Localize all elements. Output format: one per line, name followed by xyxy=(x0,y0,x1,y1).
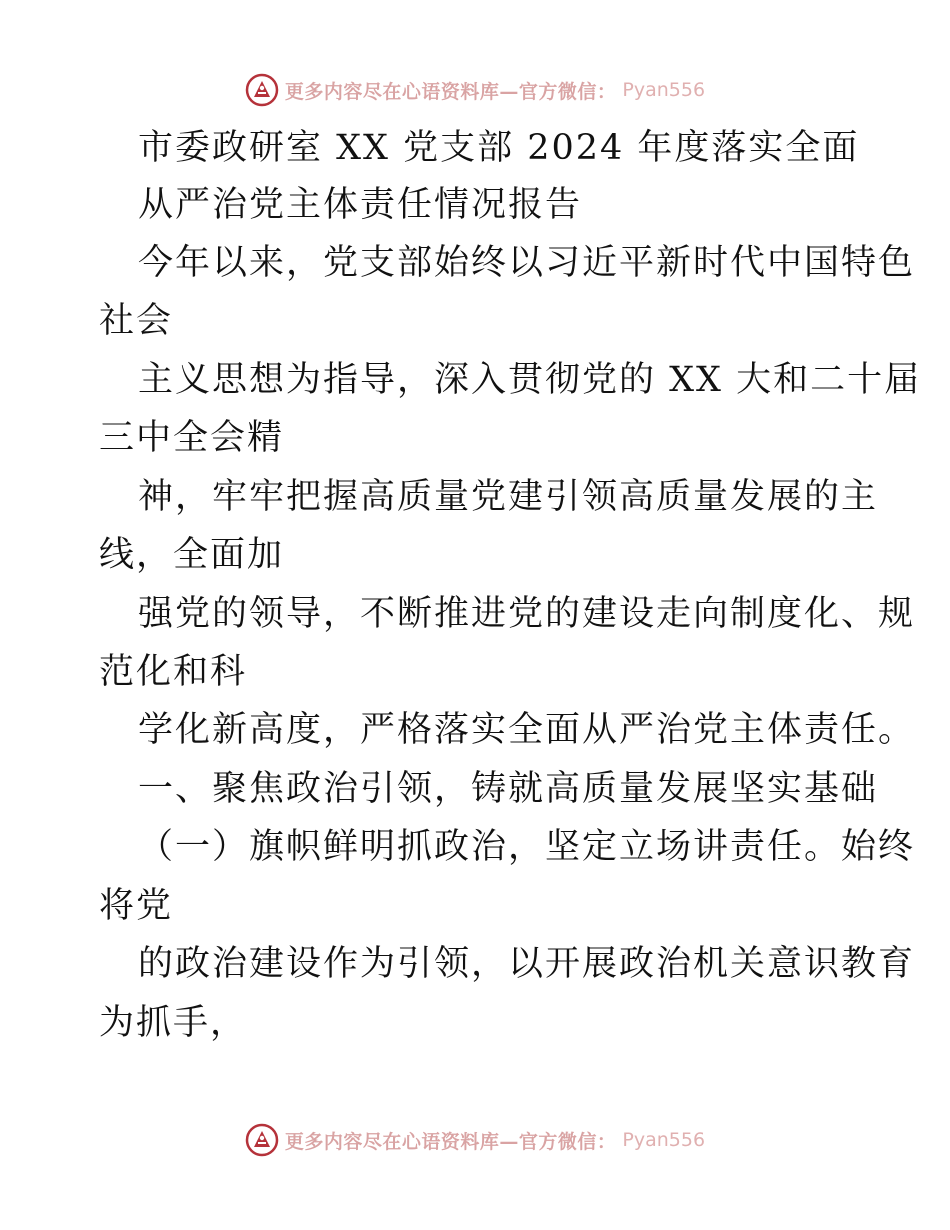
paragraph-line: 社会 xyxy=(99,301,174,341)
paragraph-line: 线，全面加 xyxy=(99,535,285,575)
paragraph-line: 今年以来，党支部始终以习近平新时代中国特色 xyxy=(138,243,916,283)
paragraph-line: 将党 xyxy=(99,886,174,926)
footer-banner-text: 更多内容尽在心语资料库—官方微信： xyxy=(284,1130,617,1153)
paragraph-line: 为抓手， xyxy=(99,1003,248,1043)
title-line-1: 市委政研室 XX 党支部 2024 年度落实全面 xyxy=(138,128,860,168)
paragraph-line: 的政治建设作为引领，以开展政治机关意识教育 xyxy=(138,944,916,984)
footer-banner xyxy=(0,1120,950,1160)
header-banner-text: 更多内容尽在心语资料库—官方微信： xyxy=(284,80,617,103)
brand-logo-icon xyxy=(245,73,279,107)
paragraph-line: 神，牢牢把握高质量党建引领高质量发展的主 xyxy=(138,477,879,517)
paragraph-line: 范化和科 xyxy=(99,652,248,692)
brand-logo-icon xyxy=(245,1123,279,1157)
paragraph-line: 强党的领导，不断推进党的建设走向制度化、规 xyxy=(138,594,916,634)
header-wechat-id: Pyan556 xyxy=(622,79,706,101)
paragraph-line: 主义思想为指导，深入贯彻党的 XX 大和二十届 xyxy=(138,360,922,400)
footer-wechat-id: Pyan556 xyxy=(622,1129,706,1151)
paragraph-line: 三中全会精 xyxy=(99,418,285,458)
title-line-2: 从严治党主体责任情况报告 xyxy=(138,185,583,225)
subsection-heading: （一）旗帜鲜明抓政治，坚定立场讲责任。始终 xyxy=(138,827,916,867)
header-banner xyxy=(0,70,950,110)
section-heading: 一、聚焦政治引领，铸就高质量发展坚实基础 xyxy=(138,769,879,809)
paragraph-line: 学化新高度，严格落实全面从严治党主体责任。 xyxy=(138,710,916,750)
